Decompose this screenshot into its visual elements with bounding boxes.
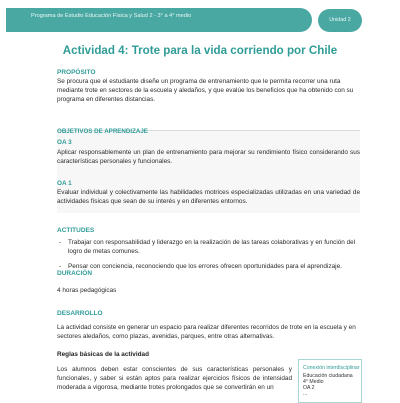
unit-badge: Unidad 2 [318,9,362,32]
objectives-heading: OBJETIVOS DE APRENDIZAJE [57,128,148,135]
connection-oa: OA 2 [303,385,315,391]
development-text: La actividad consiste en generar un espacio para realizar diferentes recorridos de trote en la escuela y en sectores aledaños, como plazas, avenidas, parques, entre otras alternativas. [57,324,356,340]
development-heading: DESARROLLO [57,310,103,317]
attitudes-heading: ACTITUDES [57,227,95,234]
document-header [0,0,400,42]
purpose-text: Se procura que el estudiante diseñe un programa de entrenamiento que le permita recorrer una ruta mediante trote en sectores de la escuela y aledaños, y que evalúe los beneficios que ha obtenido con su programa en diferentes distancias. [57,78,354,103]
bullet-dash: - [59,239,62,246]
rules-text: Los alumnos deben estar conscientes de sus características personales y funcionales, y saber si están aptos para realizar ejercicios físicos de intensidad moderada a vigorosa, mediante trotes prolongados que se convertirán en un [57,366,292,391]
attitude-item-1 [59,239,357,259]
rules-heading: Reglas básicas de la actividad [57,351,149,358]
oa3-label: OA 3 [57,139,72,146]
bullet-dash: - [59,263,62,270]
purpose-heading: PROPÓSITO [57,69,96,76]
program-title: Programa de Estudio Educación Física y Salud 2 - 3° a 4° medio [31,13,192,19]
attitude-text-1: Trabajar con responsabilidad y liderazgo en la realización de las tareas colaborativas y en función del logro de metas comunes. [68,239,356,255]
connection-subject: Educación ciudadana [303,373,353,379]
connection-grade: 4° Medio [303,379,324,385]
oa1-text: Evaluar individual y colectivamente las habilidades motrices especializadas utilizadas en una variedad de actividades físicas que sean de su interés y en diferentes entornos. [57,189,360,205]
connection-more: ... [303,391,308,397]
objectives-box [57,130,360,213]
duration-text: 4 horas pedagógicas [57,287,117,294]
oa3-text: Aplicar responsablemente un plan de entrenamiento para mejorar su rendimiento físico considerando sus características personales y funcionales. [57,149,360,165]
duration-heading: DURACIÓN [57,270,93,277]
attitude-item-2 [59,263,357,273]
program-banner [6,8,312,32]
activity-title: Actividad 4: Trote para la vida corriendo por Chile [62,44,338,57]
attitude-text-2: Pensar con conciencia, reconociendo que los errores ofrecen oportunidades para el aprendizaje. [68,263,342,270]
interdisciplinary-card [298,359,362,403]
oa1-label: OA 1 [57,180,72,187]
connection-title: Conexión interdisciplinar [303,365,360,371]
